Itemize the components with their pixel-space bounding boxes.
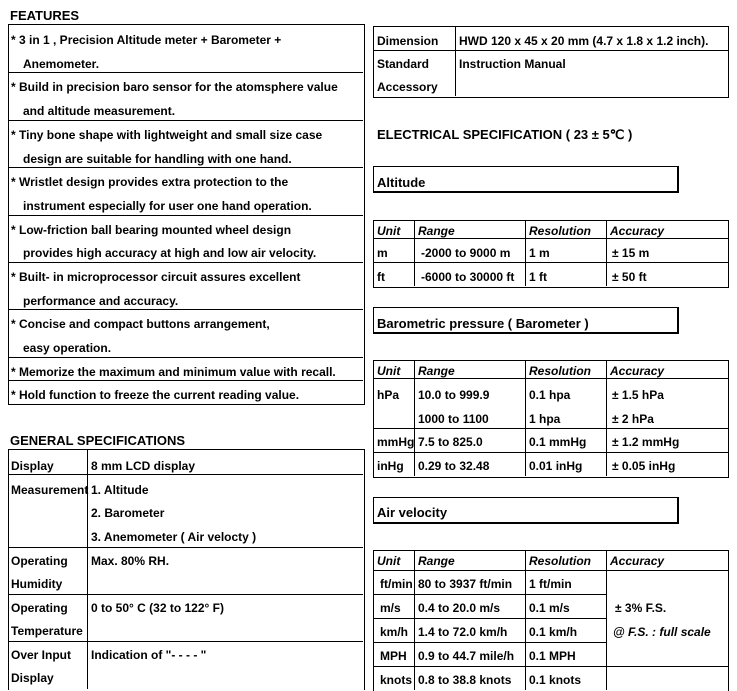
barometric-cell-r3-c4: ± 1.2 mmHg [612, 435, 680, 449]
barometric-cell-r3-c3: 0.1 mmHg [529, 435, 587, 449]
display-value: 8 mm LCD display [91, 459, 196, 473]
airvelocity-cell-r3-c1: km/h [380, 625, 409, 639]
feature-item-2-line-2: and altitude measurement. [23, 104, 176, 118]
feature-item-5-line-1: * Low-friction ball bearing mounted wheel design [11, 223, 292, 237]
temperature-value: 0 to 50° C (32 to 122° F) [91, 601, 224, 615]
feature-item-7-line-1: * Concise and compact buttons arrangement, [11, 317, 270, 331]
airvelocity-header-unit: Unit [377, 554, 401, 568]
overinput-label-line1: Over Input [11, 648, 72, 662]
altitude-cell-r2-c3: 1 ft [529, 270, 547, 284]
measurement-value-3: 3. Anemometer ( Air velocty ) [91, 530, 257, 544]
barometric-cell-r3-c2: 7.5 to 825.0 [418, 435, 483, 449]
airvelocity-cell-r2-c1: m/s [380, 601, 401, 615]
barometric-cell-r2-c2: 1000 to 1100 [418, 412, 489, 426]
altitude-title: Altitude [377, 175, 426, 190]
airvelocity-cell-r2-c3: 0.1 m/s [529, 601, 570, 615]
temperature-label-line1: Operating [11, 601, 68, 615]
altitude-header-unit: Unit [377, 224, 401, 238]
airvelocity-cell-r4-c2: 0.9 to 44.7 mile/h [418, 649, 515, 663]
feature-item-4-line-2: instrument especially for user one hand operation. [23, 199, 312, 213]
feature-item-3-line-2: design are suitable for handling with one hand. [23, 152, 292, 166]
barometric-cell-r1-c4: ± 1.5 hPa [612, 388, 664, 402]
feature-item-1-line-2: Anemometer. [23, 57, 100, 71]
temperature-label-line2: Temperature [11, 624, 83, 638]
electrical-heading: ELECTRICAL SPECIFICATION ( 23 ± 5℃ ) [377, 127, 633, 142]
standard-label-line2: Accessory [377, 80, 438, 94]
feature-item-2-line-1: * Build in precision baro sensor for the atomsphere value [11, 80, 338, 94]
barometric-header-unit: Unit [377, 364, 401, 378]
barometric-header-range: Range [418, 364, 455, 378]
barometric-cell-r4-c4: ± 0.05 inHg [612, 459, 676, 473]
feature-item-6-line-2: performance and accuracy. [23, 294, 179, 308]
airvelocity-cell-r5-c2: 0.8 to 38.8 knots [418, 673, 512, 687]
feature-item-5-line-2: provides high accuracy at high and low air velocity. [23, 246, 317, 260]
feature-item-8-line-1: * Memorize the maximum and minimum value with recall. [11, 365, 336, 379]
standard-label-line1: Standard [377, 57, 430, 71]
airvelocity-cell-r1-c3: 1 ft/min [529, 577, 572, 591]
barometric-cell-r1-c1: hPa [377, 388, 400, 402]
altitude-cell-r2-c1: ft [377, 270, 385, 284]
barometric-title: Barometric pressure ( Barometer ) [377, 316, 589, 331]
airvelocity-cell-r1-c2: 80 to 3937 ft/min [418, 577, 513, 591]
humidity-label-line2: Humidity [11, 577, 63, 591]
barometric-cell-r2-c4: ± 2 hPa [612, 412, 654, 426]
airvelocity-cell-r4-c1: MPH [380, 649, 407, 663]
airvelocity-accuracy-2: @ F.S. : full scale [613, 625, 711, 639]
measurement-value-1: 1. Altitude [91, 483, 149, 497]
overinput-value: Indication of "- - - - " [91, 648, 207, 662]
altitude-cell-r2-c2: -6000 to 30000 ft [421, 270, 515, 284]
airvelocity-cell-r1-c1: ft/min [380, 577, 413, 591]
feature-item-9-line-1: * Hold function to freeze the current reading value. [11, 388, 300, 402]
airvelocity-title: Air velocity [377, 505, 448, 520]
altitude-cell-r1-c1: m [377, 246, 388, 260]
airvelocity-header-resolution: Resolution [529, 554, 591, 568]
barometric-cell-r4-c2: 0.29 to 32.48 [418, 459, 490, 473]
features-heading: FEATURES [10, 8, 80, 23]
barometric-cell-r4-c1: inHg [377, 459, 404, 473]
altitude-header-accuracy: Accuracy [610, 224, 665, 238]
airvelocity-accuracy-1: ± 3% F.S. [615, 601, 667, 615]
altitude-cell-r1-c3: 1 m [529, 246, 550, 260]
feature-item-7-line-2: easy operation. [23, 341, 112, 355]
measurement-value-2: 2. Barometer [91, 506, 165, 520]
humidity-value: Max. 80% RH. [91, 554, 170, 568]
barometric-cell-r4-c3: 0.01 inHg [529, 459, 583, 473]
airvelocity-cell-r5-c1: knots [380, 673, 413, 687]
altitude-cell-r1-c2: -2000 to 9000 m [421, 246, 511, 260]
altitude-header-range: Range [418, 224, 455, 238]
feature-item-4-line-1: * Wristlet design provides extra protection to the [11, 175, 289, 189]
dimension-label: Dimension [377, 34, 439, 48]
altitude-cell-r1-c4: ± 15 m [612, 246, 650, 260]
airvelocity-cell-r2-c2: 0.4 to 20.0 m/s [418, 601, 501, 615]
feature-item-3-line-1: * Tiny bone shape with lightweight and small size case [11, 128, 323, 142]
airvelocity-cell-r3-c3: 0.1 km/h [529, 625, 578, 639]
standard-value: Instruction Manual [459, 57, 566, 71]
humidity-label-line1: Operating [11, 554, 68, 568]
display-label: Display [11, 459, 54, 473]
measurement-label: Measurement [11, 483, 89, 497]
airvelocity-cell-r3-c2: 1.4 to 72.0 km/h [418, 625, 508, 639]
feature-item-1-line-1: * 3 in 1 , Precision Altitude meter + Barometer + [11, 33, 282, 47]
barometric-header-accuracy: Accuracy [610, 364, 665, 378]
barometric-header-resolution: Resolution [529, 364, 591, 378]
barometric-cell-r2-c3: 1 hpa [529, 412, 561, 426]
airvelocity-table [373, 550, 729, 691]
feature-item-6-line-1: * Built- in microprocessor circuit assures excellent [11, 270, 301, 284]
airvelocity-cell-r5-c3: 0.1 knots [529, 673, 582, 687]
general-spec-heading: GENERAL SPECIFICATIONS [10, 433, 186, 448]
altitude-cell-r2-c4: ± 50 ft [612, 270, 647, 284]
airvelocity-cell-r4-c3: 0.1 MPH [529, 649, 576, 663]
barometric-cell-r3-c1: mmHg [377, 435, 415, 449]
barometric-cell-r1-c3: 0.1 hpa [529, 388, 571, 402]
overinput-label-line2: Display [11, 671, 54, 685]
airvelocity-header-accuracy: Accuracy [610, 554, 665, 568]
barometric-cell-r1-c2: 10.0 to 999.9 [418, 388, 490, 402]
dimension-value: HWD 120 x 45 x 20 mm (4.7 x 1.8 x 1.2 inch). [459, 34, 709, 48]
altitude-header-resolution: Resolution [529, 224, 591, 238]
airvelocity-header-range: Range [418, 554, 455, 568]
